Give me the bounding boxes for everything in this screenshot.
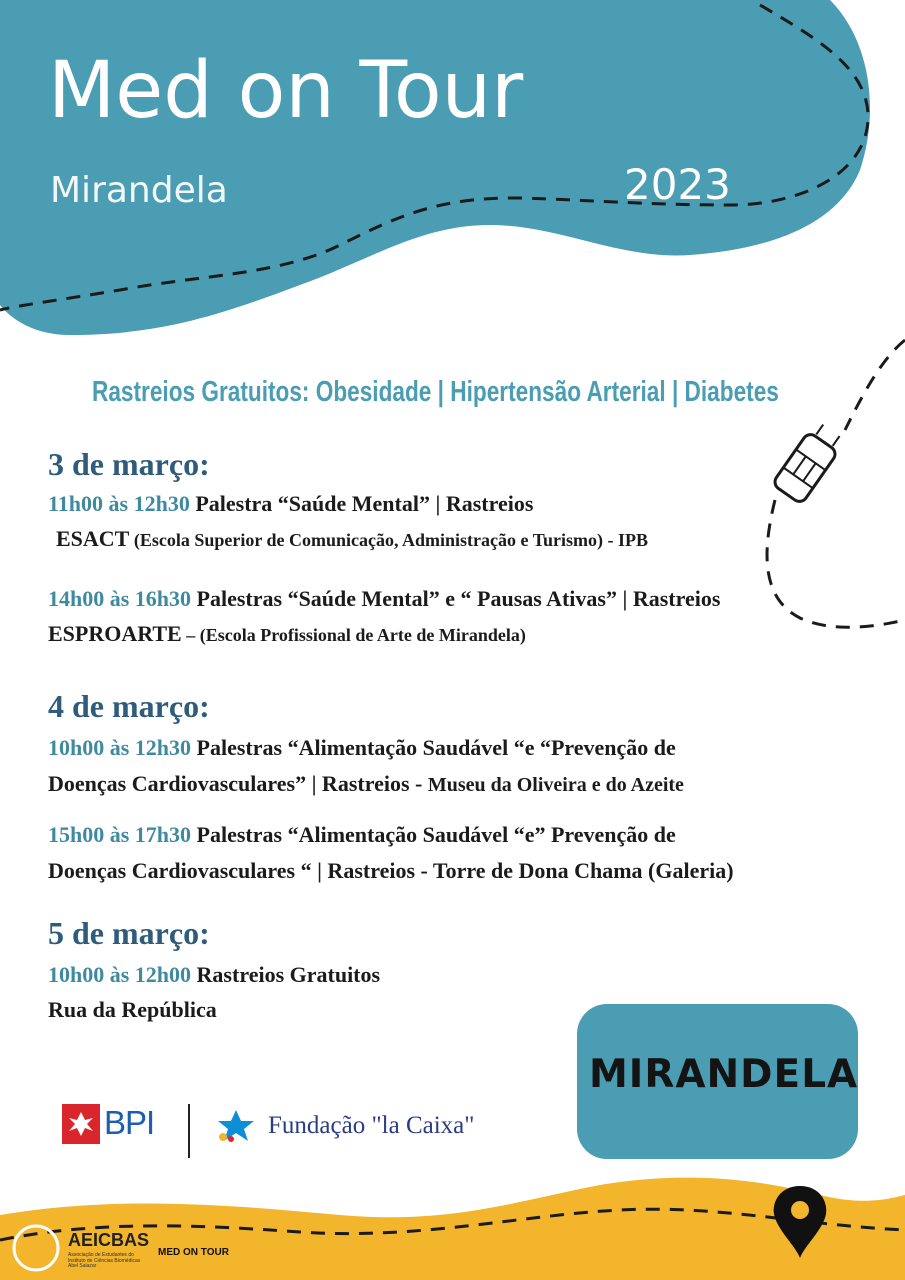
day-heading-1: 3 de março: <box>48 446 210 482</box>
event-desc-2: Doenças Cardiovasculares “ | Rastreios - Torre de Dona Chama (Galeria) <box>48 858 734 883</box>
event-desc: Palestra “Saúde Mental” | Rastreios <box>189 491 534 516</box>
place-detail: (Escola Superior de Comunicação, Administração e Turismo) - IPB <box>129 530 649 550</box>
event-desc: Palestras “Alimentação Saudável “e “Prevenção de <box>191 735 676 760</box>
event-line <box>48 735 676 761</box>
event-place <box>48 997 217 1023</box>
place-name: Rua da República <box>48 997 217 1022</box>
year-label: 2023 <box>624 160 731 209</box>
bpi-name: BPI <box>104 1104 155 1141</box>
aeicbas-name: AEICBAS <box>68 1230 150 1250</box>
sponsor-divider <box>188 1104 190 1158</box>
event-time: 11h00 às 12h30 <box>48 491 190 516</box>
event-desc-2: Doenças Cardiovasculares” | Rastreios - <box>48 771 428 796</box>
day-heading-2: 4 de março: <box>48 688 210 724</box>
place-name: ESPROARTE <box>48 621 182 646</box>
car-icon <box>772 420 846 505</box>
event-time: 10h00 às 12h00 <box>48 962 192 987</box>
event-time: 10h00 às 12h30 <box>48 735 192 760</box>
place-detail: – (Escola Profissional de Arte de Mirandela) <box>181 625 526 645</box>
event-desc: Palestras “Alimentação Saudável “e” Prevenção de <box>191 822 676 847</box>
event-line-2 <box>48 771 684 797</box>
screenings-banner: Rastreios Gratuitos: Obesidade | Hipertensão Arterial | Diabetes <box>92 376 779 408</box>
poster-title: Med on Tour <box>48 46 524 136</box>
day-heading-3: 5 de março: <box>48 915 210 951</box>
place-name: ESACT <box>56 526 130 551</box>
fundacao-name: Fundação "la Caixa" <box>268 1112 475 1139</box>
event-line <box>48 586 720 612</box>
event-line-2 <box>48 858 734 884</box>
event-line <box>48 822 676 848</box>
event-time: 15h00 às 17h30 <box>48 822 192 847</box>
la-caixa-star-icon <box>214 1106 260 1144</box>
event-line <box>48 491 533 517</box>
event-place <box>56 526 648 552</box>
place-name: Museu da Oliveira e do Azeite <box>427 774 684 796</box>
med-on-tour-logo: MED ON TOUR <box>158 1247 229 1258</box>
aeicbas-subtitle: Associação de Estudantes do Instituto de Ciências Biomédicas Abel Salazar <box>68 1252 141 1269</box>
city-subtitle: Mirandela <box>50 170 228 211</box>
event-place <box>48 621 526 647</box>
route-dashes-right <box>845 340 905 430</box>
bpi-logo-icon <box>62 1104 100 1144</box>
event-time: 14h00 às 16h30 <box>48 586 192 611</box>
event-desc: Palestras “Saúde Mental” e “ Pausas Ativas” | Rastreios <box>191 586 721 611</box>
event-line <box>48 962 380 988</box>
mirandela-logo-text: MIRANDELA <box>589 1052 859 1097</box>
event-desc: Rastreios Gratuitos <box>191 962 381 987</box>
